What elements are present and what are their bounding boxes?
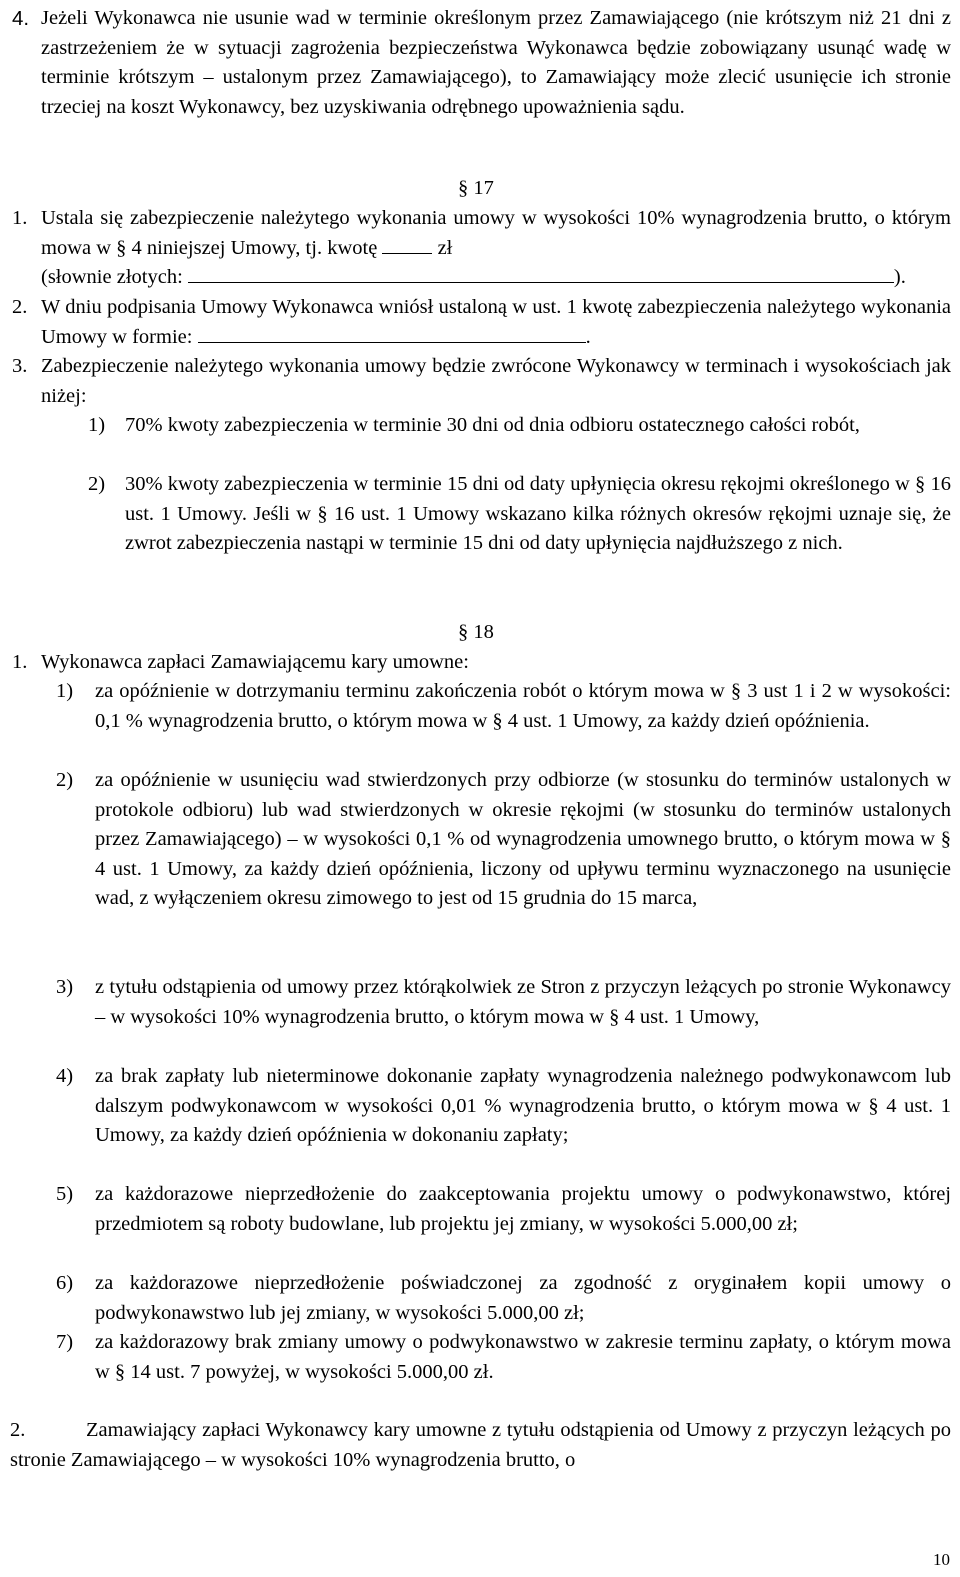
s18-item-6: za każdorazowe nieprzedłożenie poświadczonej za zgodność z oryginałem kopii umowy o podwykonawstwo lub jej zmiany, w wysokości 5.000,00 zł;	[95, 1272, 951, 1324]
currency-label: zł	[437, 236, 453, 259]
list-number: 4)	[56, 1065, 74, 1087]
paragraph-number: 3.	[12, 355, 28, 377]
section-heading-18: § 18	[458, 621, 494, 643]
list-number: 5)	[56, 1183, 74, 1205]
s17-p2-text: W dniu podpisania Umowy Wykonawca wniósł ustaloną w ust. 1 kwotę zabezpieczenia należytego wykonania Umowy w formie:	[41, 296, 951, 348]
amount-in-words-blank[interactable]	[188, 264, 894, 283]
security-form-blank[interactable]	[198, 324, 586, 343]
period: .	[585, 325, 591, 348]
paragraph-number: 1.	[12, 207, 28, 229]
paragraph-number: 2.	[10, 1419, 26, 1441]
section-heading-17: § 17	[458, 177, 494, 199]
s18-item-3: z tytułu odstąpienia od umowy przez którąkolwiek ze Stron z przyczyn leżących po stronie Wykonawcy – w wysokości 10% wynagrodzenia brutto, o którym mowa w § 4 ust. 1 Umowy,	[95, 976, 951, 1028]
s18-p2-text: Zamawiający zapłaci Wykonawcy kary umowne z tytułu odstąpienia od Umowy z przyczyn leżących po stronie Zamawiającego – w wysokości 10% wynagrodzenia brutto, o	[10, 1419, 951, 1471]
list-number: 3)	[56, 976, 74, 998]
closing-paren: ).	[893, 266, 906, 289]
s18-paragraph-2	[10, 1416, 951, 1475]
paragraph-number: 1.	[12, 651, 28, 673]
s17-paragraph-1	[41, 204, 951, 293]
words-label: (słownie złotych:	[41, 266, 183, 289]
paragraph-number: 4.	[12, 7, 30, 30]
s17-p1-text: Ustala się zabezpieczenie należytego wykonania umowy w wysokości 10% wynagrodzenia brutto, o którym mowa w § 4 niniejszej Umowy, tj. kwotę	[41, 207, 951, 259]
list-number: 1)	[56, 680, 74, 702]
amount-blank[interactable]	[382, 235, 432, 254]
s17-item-2: 30% kwoty zabezpieczenia w terminie 15 dni od daty upłynięcia okresu rękojmi określonego w § 16 ust. 1 Umowy. Jeśli w § 16 ust. 1 Umowy wskazano kilka różnych okresów rękojmi uznaje się, że zwrot zabezpieczenia nastąpi w terminie 15 dni od daty upłynięcia najdłuższego z nich.	[125, 473, 951, 555]
s18-item-2: za opóźnienie w usunięciu wad stwierdzonych przy odbiorze (w stosunku do terminów ustalonych w protokole odbioru) lub wad stwierdzonych w okresie rękojmi (w stosunku do terminów ustalonych przez Zamawiającego) – w wysokości 0,1 % od wynagrodzenia umownego brutto, o którym mowa w § 4 ust. 1 Umowy, za każdy dzień opóźnienia, liczony od upływu terminu wyznaczonego na usunięcie wad, z wyłączeniem okresu zimowego to jest od 15 grudnia do 15 marca,	[95, 769, 951, 910]
paragraph-number: 2.	[12, 296, 28, 318]
list-number: 7)	[56, 1331, 74, 1353]
s18-item-4: za brak zapłaty lub nieterminowe dokonanie zapłaty wynagrodzenia należnego podwykonawcom lub dalszym podwykonawcom w wysokości 0,01 % wynagrodzenia brutto, o którym mowa w § 4 ust. 1 Umowy, za każdy dzień opóźnienia w dokonaniu zapłaty;	[95, 1065, 951, 1147]
list-number: 6)	[56, 1272, 74, 1294]
paragraph-4: Jeżeli Wykonawca nie usunie wad w terminie określonym przez Zamawiającego (nie krótszym niż 21 dni z zastrzeżeniem że w sytuacji zagrożenia bezpieczeństwa Wykonawca będzie zobowiązany usunąć wadę w terminie krótszym – ustalonym przez Zamawiającego), to Zamawiający może zlecić usunięcie ich stronie trzeciej na koszt Wykonawcy, bez uzyskiwania odrębnego upoważnienia sądu.	[41, 7, 951, 118]
list-number: 1)	[88, 414, 106, 436]
page-number: 10	[933, 1550, 950, 1569]
list-number: 2)	[88, 473, 106, 495]
list-number: 2)	[56, 769, 74, 791]
s17-paragraph-3: Zabezpieczenie należytego wykonania umowy będzie zwrócone Wykonawcy w terminach i wysokościach jak niżej:	[41, 355, 951, 407]
s18-item-7: za każdorazowy brak zmiany umowy o podwykonawstwo w zakresie terminu zapłaty, o którym mowa w § 14 ust. 7 powyżej, w wysokości 5.000,00 zł.	[95, 1331, 951, 1383]
s17-paragraph-2	[41, 293, 951, 352]
s17-item-1: 70% kwoty zabezpieczenia w terminie 30 dni od dnia odbioru ostatecznego całości robót,	[125, 414, 860, 436]
s18-item-1: za opóźnienie w dotrzymaniu terminu zakończenia robót o którym mowa w § 3 ust 1 i 2 w wysokości: 0,1 % wynagrodzenia brutto, o którym mowa w § 4 ust. 1 Umowy, za każdy dzień opóźnienia.	[95, 680, 951, 732]
s18-item-5: za każdorazowe nieprzedłożenie do zaakceptowania projektu umowy o podwykonawstwo, której przedmiotem są roboty budowlane, lub projektu jej zmiany, w wysokości 5.000,00 zł;	[95, 1183, 951, 1235]
s18-paragraph-1: Wykonawca zapłaci Zamawiającemu kary umowne:	[41, 651, 469, 673]
